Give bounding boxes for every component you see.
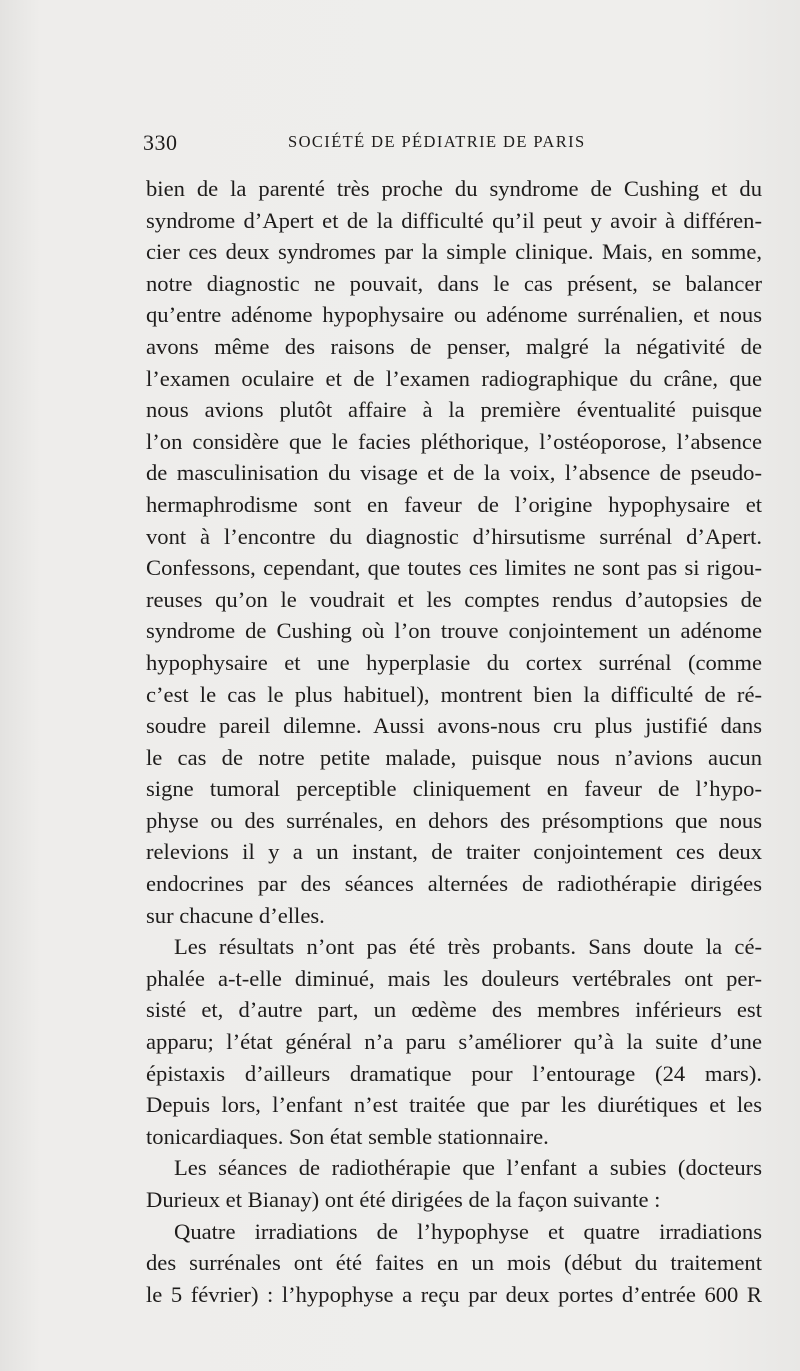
text-line: nous avions plutôt affaire à la première éventualité puisque: [146, 397, 762, 423]
text-line: apparu; l’état général n’a paru s’améliorer qu’à la suite d’une: [146, 1029, 762, 1055]
text-line: l’on considère que le facies pléthorique, l’ostéoporose, l’absence: [146, 428, 762, 454]
text-line: relevions il y a un instant, de traiter conjointement ces deux: [146, 839, 762, 865]
text-line: notre diagnostic ne pouvait, dans le cas présent, se balancer: [146, 270, 762, 296]
text-line: endocrines par des séances alternées de radiothérapie dirigées: [146, 871, 762, 897]
text-line: signe tumoral perceptible cliniquement en faveur de l’hypo-: [146, 776, 762, 802]
text-line: le cas de notre petite malade, puisque nous n’avions aucun: [146, 744, 762, 770]
text-line: tonicardiaques. Son état semble stationnaire.: [146, 1123, 549, 1149]
text-line: Quatre irradiations de l’hypophyse et quatre irradiations: [174, 1218, 762, 1244]
text-line: sur chacune d’elles.: [146, 902, 325, 928]
text-line: l’examen oculaire et de l’examen radiographique du crâne, que: [146, 365, 762, 391]
text-line: cier ces deux syndromes par la simple clinique. Mais, en somme,: [146, 239, 762, 265]
text-line: phalée a-t-elle diminué, mais les douleurs vertébrales ont per-: [146, 965, 762, 991]
text-line: soudre pareil dilemne. Aussi avons-nous cru plus justifié dans: [146, 713, 762, 739]
text-line: des surrénales ont été faites en un mois (début du traitement: [146, 1250, 762, 1276]
text-line: Durieux et Bianay) ont été dirigées de la façon suivante :: [146, 1187, 661, 1212]
text-line: Les résultats n’ont pas été très probants. Sans doute la cé-: [174, 934, 762, 960]
text-line: sisté et, d’autre part, un œdème des membres inférieurs est: [146, 997, 762, 1023]
text-line: Confessons, cependant, que toutes ces limites ne sont pas si rigou-: [146, 555, 762, 581]
text-line: Depuis lors, l’enfant n’est traitée que par les diurétiques et les: [146, 1092, 762, 1118]
text-line: vont à l’encontre du diagnostic d’hirsutisme surrénal d’Apert.: [146, 523, 762, 549]
text-line: épistaxis d’ailleurs dramatique pour l’entourage (24 mars).: [146, 1060, 762, 1086]
text-line: avons même des raisons de penser, malgré la négativité de: [146, 333, 762, 359]
text-line: hermaphrodisme sont en faveur de l’origine hypophysaire et: [146, 491, 762, 517]
body-text: [146, 173, 762, 1310]
text-line: qu’entre adénome hypophysaire ou adénome surrénalien, et nous: [146, 302, 762, 328]
text-line: syndrome d’Apert et de la difficulté qu’il peut y avoir à différen-: [146, 207, 762, 233]
text-line: Les séances de radiothérapie que l’enfant a subies (docteurs: [174, 1155, 762, 1181]
page-number: 330: [143, 130, 178, 155]
text-line: de masculinisation du visage et de la voix, l’absence de pseudo-: [146, 460, 762, 486]
text-line: c’est le cas le plus habituel), montrent bien la difficulté de ré-: [146, 681, 762, 707]
text-line: le 5 février) : l’hypophyse a reçu par deux portes d’entrée 600 R: [146, 1281, 762, 1307]
text-line: bien de la parenté très proche du syndrome de Cushing et du: [146, 176, 762, 201]
page-header: [143, 130, 760, 160]
running-title: SOCIÉTÉ DE PÉDIATRIE DE PARIS: [288, 132, 586, 151]
text-line: hypophysaire et une hyperplasie du cortex surrénal (comme: [146, 649, 762, 675]
text-line: physe ou des surrénales, en dehors des présomptions que nous: [146, 807, 762, 833]
text-line: syndrome de Cushing où l’on trouve conjointement un adénome: [146, 618, 762, 644]
text-line: reuses qu’on le voudrait et les comptes rendus d’autopsies de: [146, 586, 762, 612]
